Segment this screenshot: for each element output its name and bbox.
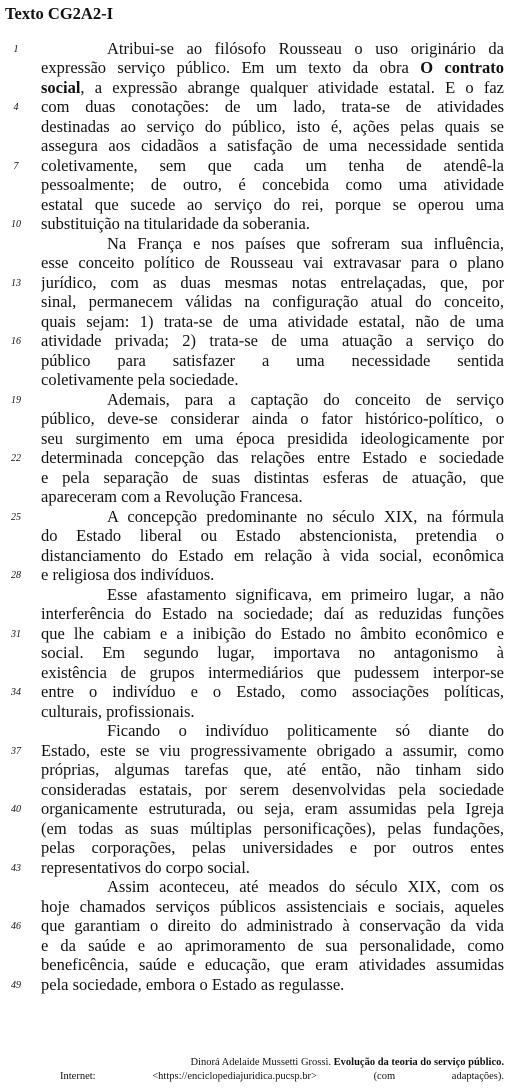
text-line-content: que lhe cabiam e a inibição do Estado no âmbito econômico e <box>41 623 504 643</box>
text-line-content: Na França e nos países que sofreram sua influência, <box>107 233 504 253</box>
text-line <box>41 448 504 468</box>
text-line-content: e religiosa dos indivíduos. <box>41 565 215 584</box>
text-line <box>41 546 504 566</box>
text-line <box>41 936 504 956</box>
line-number: 13 <box>11 277 21 289</box>
text-line <box>41 741 504 761</box>
text-line-content: hoje chamados serviços públicos assistenciais e sociais, aqueles <box>41 896 504 916</box>
text-line <box>41 253 504 273</box>
line-number: 1 <box>13 43 19 55</box>
text-line <box>41 312 504 332</box>
source-note: (com adaptações). <box>373 1071 504 1082</box>
text-line-content: Assim aconteceu, até meados do século XIX, com os <box>107 877 504 896</box>
book-title-part-2: social <box>41 77 81 97</box>
book-title-part-1: O contrato <box>408 58 504 77</box>
text-line <box>41 468 504 488</box>
source-url: <https://enciclopediajuridica.pucsp.br> <box>152 1071 317 1082</box>
text-line-content: substituição na titularidade da soberania. <box>41 214 310 233</box>
text-line <box>41 292 504 312</box>
text-title: Texto CG2A2-I <box>5 4 114 23</box>
text-line-content: Estado, este se viu progressivamente obrigado a assumir, como <box>41 740 504 760</box>
text-line-content: Ademais, para a captação do conceito de serviço <box>107 389 504 409</box>
text-line-content: distanciamento do Estado em relação à vida social, econômica <box>41 545 504 565</box>
text-line-content: apareceram com a Revolução Francesa. <box>41 487 303 506</box>
text-line-content: coletivamente, sem que cada um tenha de atendê-la <box>41 155 504 175</box>
text-line <box>41 799 504 819</box>
text-line <box>41 663 504 683</box>
text-line <box>41 390 504 410</box>
text-line-content: entre o indivíduo e o Estado, como associações políticas, <box>41 682 504 701</box>
line-number: 16 <box>11 336 21 347</box>
line-number: 37 <box>11 745 21 757</box>
text-line-content: consideradas estatais, por serem desenvolvidas pela sociedade <box>41 779 504 799</box>
text-line-content: esse conceito político de Rousseau vai extravasar para o plano <box>41 253 504 272</box>
line-number: 31 <box>11 628 21 640</box>
text-line-content: expressão serviço público. Em um texto da obra <box>41 58 409 77</box>
text-line-content: representativos do corpo social. <box>41 857 250 877</box>
text-line-content: coletivamente pela sociedade. <box>41 370 239 389</box>
text-line-content: quais sejam: 1) trata-se de uma atividade estatal, não de uma <box>41 311 504 331</box>
text-line <box>41 273 504 293</box>
text-line <box>41 702 504 722</box>
text-line <box>41 136 504 156</box>
text-line <box>41 643 504 663</box>
line-number: 19 <box>11 394 21 406</box>
text-line-content: público para satisfazer a uma necessidade sentida <box>41 350 504 370</box>
text-line-content: existência de grupos intermediários que pudessem interpor-se <box>41 662 504 682</box>
line-number: 43 <box>11 862 21 874</box>
text-line <box>41 409 504 429</box>
text-line <box>41 858 504 878</box>
line-number: 10 <box>11 219 21 230</box>
text-line-content: público, deve-se considerar ainda o fator histórico-político, o <box>41 409 504 428</box>
text-line-content: Atribui-se ao filósofo Rousseau o uso originário da <box>107 38 504 58</box>
line-number: 28 <box>11 570 21 581</box>
text-line-content: e pela separação de suas distintas esferas de atuação, que <box>41 467 504 487</box>
text-line <box>41 78 504 98</box>
text-line <box>41 234 504 254</box>
text-line <box>41 58 504 78</box>
line-number: 22 <box>11 453 21 464</box>
text-line <box>41 351 504 371</box>
text-line <box>41 429 504 449</box>
text-line-content: seu surgimento em uma época presidida ideologicamente por <box>41 428 504 448</box>
line-number: 4 <box>13 102 19 113</box>
text-line <box>41 117 504 137</box>
text-line <box>41 916 504 936</box>
text-line-content: destinadas ao serviço do público, isto é, ações pelas quais se <box>41 116 504 136</box>
text-line <box>41 39 504 59</box>
text-line <box>41 156 504 176</box>
text-line <box>41 195 504 215</box>
text-line-content: pelas corporações, pelas universidades e por outros entes <box>41 838 504 857</box>
line-number: 34 <box>11 687 21 698</box>
text-line-content: do Estado liberal ou Estado abstencionista, pretendia o <box>41 526 504 545</box>
text-line-content: com duas conotações: de um lado, trata-se de atividades <box>41 97 504 116</box>
text-line-content: atividade privada; 2) trata-se de uma atuação a serviço do <box>41 331 504 350</box>
text-line <box>41 897 504 917</box>
text-line-content: que garantiam o direito do administrado à conservação da vida <box>41 916 504 935</box>
text-line-content: pela sociedade, embora o Estado as regulasse. <box>41 974 345 994</box>
text-line <box>41 214 504 234</box>
text-line <box>41 955 504 975</box>
text-line <box>41 331 504 351</box>
source-line-2 <box>60 1070 504 1083</box>
text-line <box>41 760 504 780</box>
text-line <box>41 585 504 605</box>
text-line <box>41 838 504 858</box>
text-line <box>41 780 504 800</box>
text-line-content: e da saúde e ao aprimoramento de sua personalidade, como <box>41 935 504 955</box>
text-line <box>41 819 504 839</box>
text-line-content: Esse afastamento significava, em primeiro lugar, a não <box>107 584 504 604</box>
text-line <box>41 877 504 897</box>
text-line-content: social. Em segundo lugar, importava no antagonismo à <box>41 643 504 662</box>
text-line-content: determinada concepção das relações entre Estado e sociedade <box>41 448 504 467</box>
source-line-1 <box>60 1056 504 1069</box>
text-line <box>41 487 504 507</box>
text-line-content: organicamente estruturada, ou seja, eram assumidas pela Igreja <box>41 799 504 818</box>
text-line <box>41 604 504 624</box>
text-line-content: sinal, permanecem válidas na configuração atual do conceito, <box>41 292 504 311</box>
text-line <box>41 624 504 644</box>
text-line-content: pessoalmente; de outro, é concebida como uma atividade <box>41 175 504 194</box>
text-line <box>41 175 504 195</box>
source-author: Dinorá Adelaide Mussetti Grossi. <box>190 1057 332 1068</box>
text-line-content: assegura aos cidadãos a satisfação de uma necessidade sentida <box>41 136 504 155</box>
source-internet-label: Internet: <box>60 1071 96 1082</box>
line-number: 7 <box>13 160 19 172</box>
text-line-content: estatal que sucede ao serviço do rei, porque se operou uma <box>41 194 504 214</box>
text-line-content: interferência do Estado na sociedade; daí as reduzidas funções <box>41 604 504 623</box>
text-line-content: culturais, profissionais. <box>41 701 195 721</box>
text-line <box>41 507 504 527</box>
text-line <box>41 721 504 741</box>
source-work: Evolução da teoria do serviço público. <box>333 1057 504 1068</box>
line-number: 46 <box>11 921 21 932</box>
text-line-content: A concepção predominante no século XIX, na fórmula <box>107 506 504 526</box>
text-line-content: beneficência, saúde e educação, que eram atividades assumidas <box>41 955 504 974</box>
text-line-content: próprias, algumas tarefas que, até então, não tinham sido <box>41 760 504 779</box>
line-number: 49 <box>11 979 21 991</box>
text-line <box>41 526 504 546</box>
text-line-content: , a expressão abrange qualquer atividade estatal. E o faz <box>80 77 504 97</box>
text-line <box>41 565 504 585</box>
text-line-content: jurídico, com as duas mesmas notas entrelaçadas, que, por <box>41 272 504 292</box>
text-line-content: (em todas as suas múltiplas personificações), pelas fundações, <box>41 818 504 838</box>
text-line <box>41 682 504 702</box>
text-line <box>41 975 504 995</box>
text-line-content: Ficando o indivíduo politicamente só diante do <box>107 721 504 740</box>
line-number: 25 <box>11 511 21 523</box>
text-line <box>41 97 504 117</box>
line-number: 40 <box>11 804 21 815</box>
text-line <box>41 370 504 390</box>
